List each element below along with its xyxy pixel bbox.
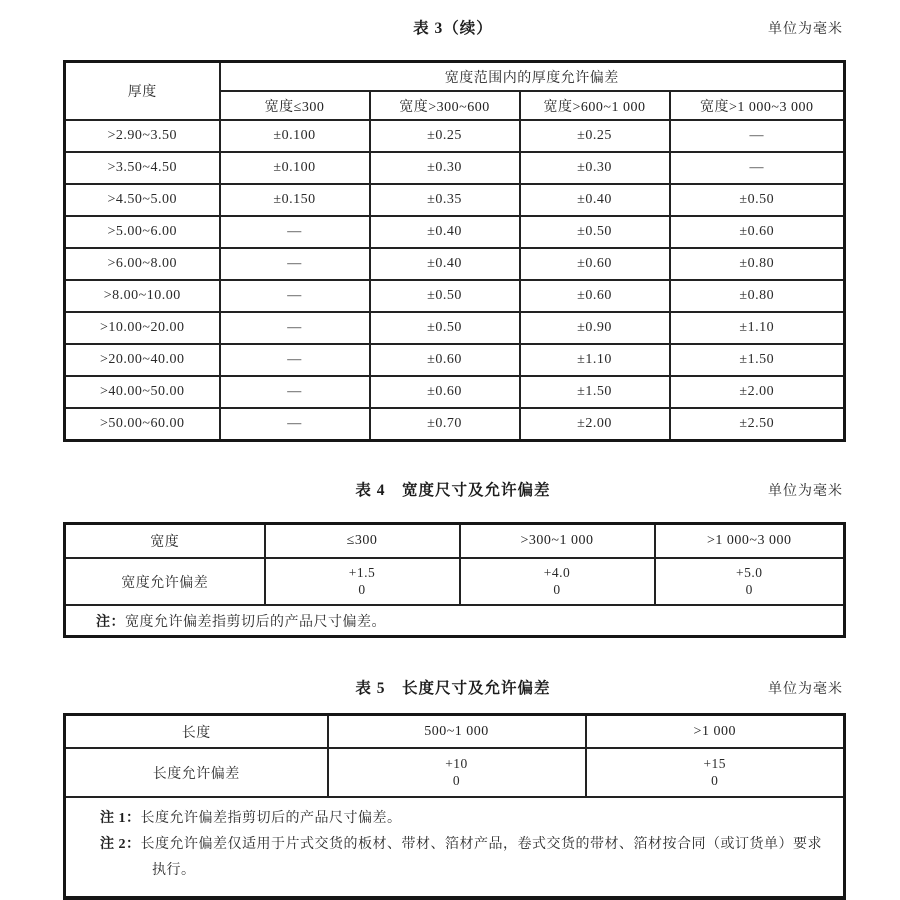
tolerance-value: ±2.50 [670,408,845,441]
tolerance-stack [265,558,460,605]
table3-corner-header: 厚度 [65,62,220,121]
tolerance-value: — [670,120,845,152]
table-row [65,376,845,408]
tolerance-value: — [220,312,370,344]
note-text: 长度允许偏差仅适用于片式交货的板材、带材、箔材产品，卷式交货的带材、箔材按合同（或订货单）要求执行。 [140,837,822,878]
table3-col-header: 宽度>1 000~3 000 [670,91,845,120]
table5-title: 表 5 长度尺寸及允许偏差 [355,680,551,697]
thickness-range: >3.50~4.50 [65,152,220,184]
table3-span-header: 宽度范围内的厚度允许偏差 [220,62,845,92]
table3-caption [63,18,843,40]
tolerance-lower: 0 [745,581,753,597]
table3-col-header: 宽度>300~600 [370,91,520,120]
tolerance-stack [586,748,845,797]
table5-notes [65,797,845,898]
table5-value-row [65,748,845,797]
thickness-range: >10.00~20.00 [65,312,220,344]
tolerance-value: — [670,152,845,184]
tolerance-value: ±0.80 [670,280,845,312]
table3-header-row-1 [65,62,845,92]
tolerance-lower: 0 [553,581,561,597]
tolerance-value: ±0.60 [520,248,670,280]
tolerance-value: ±0.50 [370,280,520,312]
table4-note-row [65,605,845,637]
tolerance-value: ±0.50 [370,312,520,344]
table-row [65,408,845,441]
tolerance-value: ±0.100 [220,152,370,184]
tolerance-value: ±1.50 [670,344,845,376]
tolerance-value: ±2.00 [520,408,670,441]
table3-title: 表 3（续） [413,20,493,37]
tolerance-value: — [220,280,370,312]
tolerance-value: — [220,376,370,408]
tolerance-lower: 0 [711,772,719,788]
table5-notes-row [65,797,845,898]
tolerance-value: — [220,344,370,376]
table-row [65,312,845,344]
note-label: 注： [96,614,125,630]
table-row [65,152,845,184]
tolerance-value: ±0.40 [370,216,520,248]
note-text: 长度允许偏差指剪切后的产品尺寸偏差。 [140,811,402,826]
tolerance-upper: +5.0 [736,564,763,580]
table3-col-header: 宽度≤300 [220,91,370,120]
tolerance-value: ±0.40 [370,248,520,280]
tolerance-value: ±0.60 [370,344,520,376]
tolerance-stack [655,558,845,605]
tolerance-lower: 0 [358,581,366,597]
width-tolerance-table [63,522,846,638]
table-row [65,248,845,280]
tolerance-upper: +1.5 [348,564,376,580]
tolerance-value: ±1.10 [670,312,845,344]
table-row [65,280,845,312]
table5-col-header: 500~1 000 [328,715,586,749]
tolerance-value: ±0.100 [220,120,370,152]
tolerance-value: ±1.10 [520,344,670,376]
table-row [65,120,845,152]
table4-col-header: ≤300 [265,524,460,559]
thickness-range: >4.50~5.00 [65,184,220,216]
tolerance-upper: +15 [703,755,727,771]
table-row [65,344,845,376]
thickness-range: >40.00~50.00 [65,376,220,408]
thickness-tolerance-table [63,60,846,442]
tolerance-value: ±0.70 [370,408,520,441]
note-label: 注 1： [100,811,141,826]
table4-value-row [65,558,845,605]
tolerance-stack [460,558,655,605]
thickness-range: >2.90~3.50 [65,120,220,152]
table5-row-label: 长度 [65,715,328,749]
table5-row-label: 长度允许偏差 [65,748,328,797]
thickness-range: >8.00~10.00 [65,280,220,312]
thickness-range: >20.00~40.00 [65,344,220,376]
tolerance-value: ±0.30 [370,152,520,184]
tolerance-value: — [220,248,370,280]
tolerance-value: ±2.00 [670,376,845,408]
tolerance-value: — [220,216,370,248]
table4-title: 表 4 宽度尺寸及允许偏差 [355,482,551,499]
table4-row-label: 宽度允许偏差 [65,558,265,605]
table4-header-row [65,524,845,559]
thickness-range: >5.00~6.00 [65,216,220,248]
tolerance-value: ±0.60 [520,280,670,312]
tolerance-value: ±1.50 [520,376,670,408]
tolerance-value: ±0.150 [220,184,370,216]
tolerance-value: ±0.40 [520,184,670,216]
tolerance-value: ±0.80 [670,248,845,280]
table4-caption [63,480,843,502]
table5-col-header: >1 000 [586,715,845,749]
tolerance-value: ±0.25 [520,120,670,152]
tolerance-value: ±0.60 [670,216,845,248]
tolerance-value: ±0.50 [670,184,845,216]
tolerance-value: ±0.30 [520,152,670,184]
table3-unit-label: 单位为毫米 [768,22,843,37]
thickness-range: >6.00~8.00 [65,248,220,280]
table5-unit-label: 单位为毫米 [768,682,843,697]
table3-col-header: 宽度>600~1 000 [520,91,670,120]
table-row [65,216,845,248]
note-1 [66,806,829,832]
length-tolerance-table [63,713,846,900]
table4-col-header: >300~1 000 [460,524,655,559]
tolerance-value: ±0.50 [520,216,670,248]
note-label: 注 2： [100,837,141,852]
table4-col-header: >1 000~3 000 [655,524,845,559]
table4-note [65,605,845,637]
tolerance-value: ±0.35 [370,184,520,216]
tolerance-value: ±0.90 [520,312,670,344]
tolerance-value: ±0.25 [370,120,520,152]
table5-caption [63,678,843,700]
note-2 [66,832,829,884]
table5-header-row [65,715,845,749]
table-row [65,184,845,216]
tolerance-value: — [220,408,370,441]
tolerance-upper: +4.0 [543,564,571,580]
note-text: 宽度允许偏差指剪切后的产品尺寸偏差。 [125,614,386,630]
thickness-range: >50.00~60.00 [65,408,220,441]
table4-unit-label: 单位为毫米 [768,484,843,499]
tolerance-stack [328,748,586,797]
table4-row-label: 宽度 [65,524,265,559]
tolerance-value: ±0.60 [370,376,520,408]
tolerance-lower: 0 [452,772,461,788]
tolerance-upper: +10 [445,755,468,771]
